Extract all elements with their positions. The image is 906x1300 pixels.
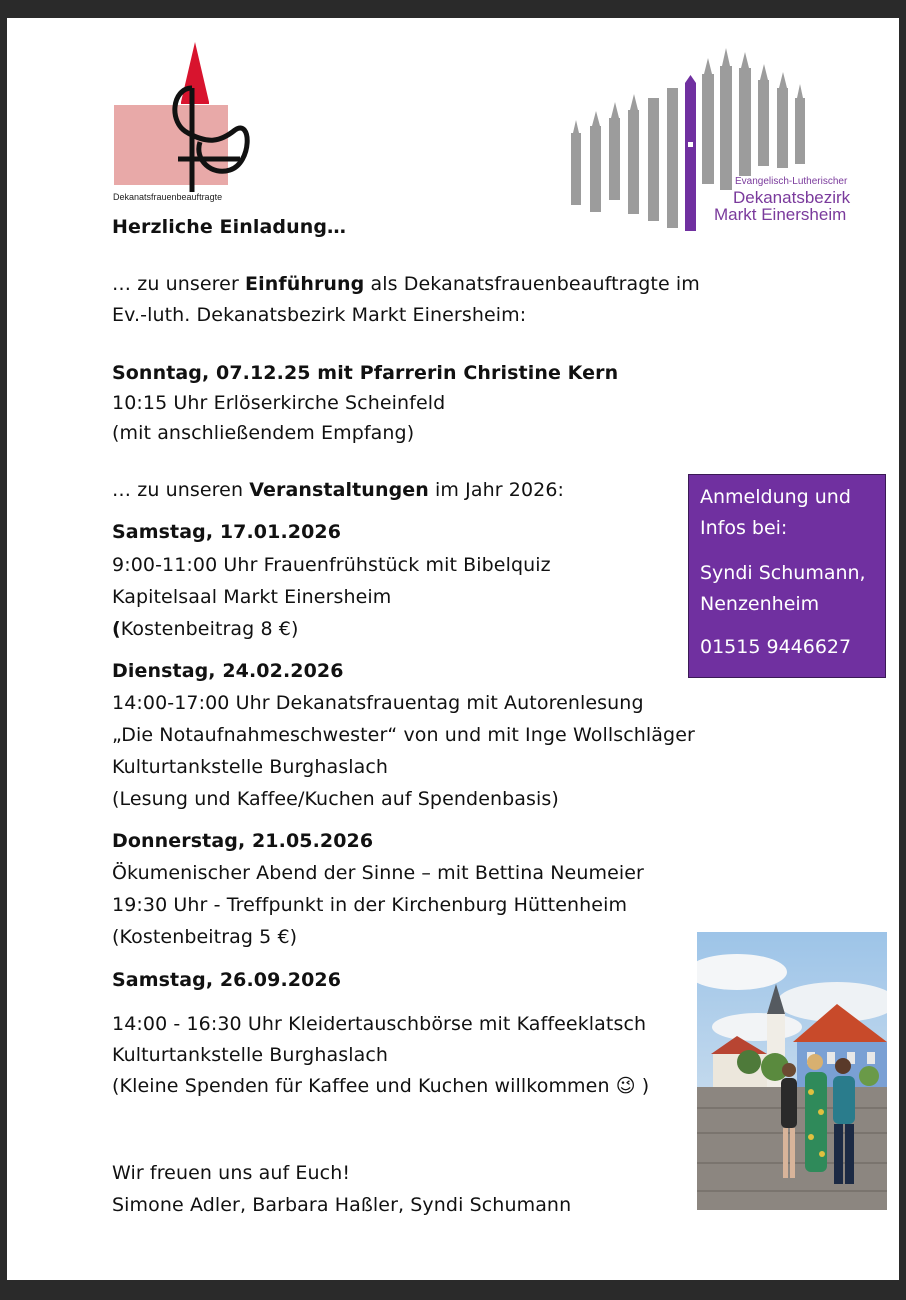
info-contact-place: Nenzenheim: [700, 593, 820, 615]
intro-event-line1: 10:15 Uhr Erlöserkirche Scheinfeld: [112, 392, 446, 414]
event-line: Kulturtankstelle Burghaslach: [112, 756, 389, 778]
dekanatsfrauen-logo: [112, 38, 262, 208]
logo-caption: Dekanatsfrauenbeauftragte: [113, 192, 223, 202]
closing-line1: Wir freuen uns auf Euch!: [112, 1162, 351, 1184]
events-intro: … zu unseren Veranstaltungen im Jahr 2026:: [112, 479, 565, 501]
event-line: (Kostenbeitrag 8 €): [112, 618, 299, 640]
invitation-heading: Herzliche Einladung…: [112, 216, 347, 238]
logo-text-line1: Evangelisch-Lutherischer: [735, 176, 848, 187]
event-line: 19:30 Uhr - Treffpunkt in der Kirchenburg Hüttenheim: [112, 894, 628, 916]
info-line2: Infos bei:: [700, 517, 788, 539]
event-line: (Kostenbeitrag 5 €): [112, 926, 298, 948]
intro-event-title: Sonntag, 07.12.25 mit Pfarrerin Christine Kern: [112, 362, 619, 384]
closing-signatures: Simone Adler, Barbara Haßler, Syndi Schumann: [112, 1194, 572, 1216]
logo-text-line3: Markt Einersheim: [714, 205, 847, 224]
invitation-page: [7, 18, 899, 1280]
event-line: 14:00-17:00 Uhr Dekanatsfrauentag mit Autorenlesung: [112, 692, 644, 714]
event-line: „Die Notaufnahmeschwester“ von und mit Inge Wollschläger: [112, 724, 695, 746]
event-line: (Kleine Spenden für Kaffee und Kuchen willkommen 😉 ): [112, 1075, 650, 1097]
event-date: Dienstag, 24.02.2026: [112, 660, 344, 682]
wink-emoji-icon: 😉: [615, 1075, 636, 1097]
registration-info-box: [688, 474, 886, 678]
dekanatsbezirk-logo: [567, 48, 867, 233]
event-line: Ökumenischer Abend der Sinne – mit Bettina Neumeier: [112, 862, 644, 884]
event-line: Kulturtankstelle Burghaslach: [112, 1044, 389, 1066]
event-date: Samstag, 17.01.2026: [112, 521, 342, 543]
intro-line1: … zu unserer Einführung als Dekanatsfrauenbeauftragte im: [112, 273, 700, 295]
intro-line2: Ev.-luth. Dekanatsbezirk Markt Einersheim:: [112, 304, 527, 326]
info-phone: 01515 9446627: [700, 636, 852, 658]
intro-event-line2: (mit anschließendem Empfang): [112, 422, 415, 444]
event-line: 9:00-11:00 Uhr Frauenfrühstück mit Bibelquiz: [112, 554, 551, 576]
event-date: Donnerstag, 21.05.2026: [112, 830, 374, 852]
info-line1: Anmeldung und: [700, 486, 851, 508]
info-contact-name: Syndi Schumann,: [700, 562, 866, 584]
team-photo: [697, 932, 887, 1210]
event-date: Samstag, 26.09.2026: [112, 969, 342, 991]
event-line: 14:00 - 16:30 Uhr Kleidertauschbörse mit Kaffeeklatsch: [112, 1013, 647, 1035]
event-line: Kapitelsaal Markt Einersheim: [112, 586, 392, 608]
logo-text-line2: Dekanatsbezirk: [733, 188, 851, 207]
event-line: (Lesung und Kaffee/Kuchen auf Spendenbasis): [112, 788, 559, 810]
